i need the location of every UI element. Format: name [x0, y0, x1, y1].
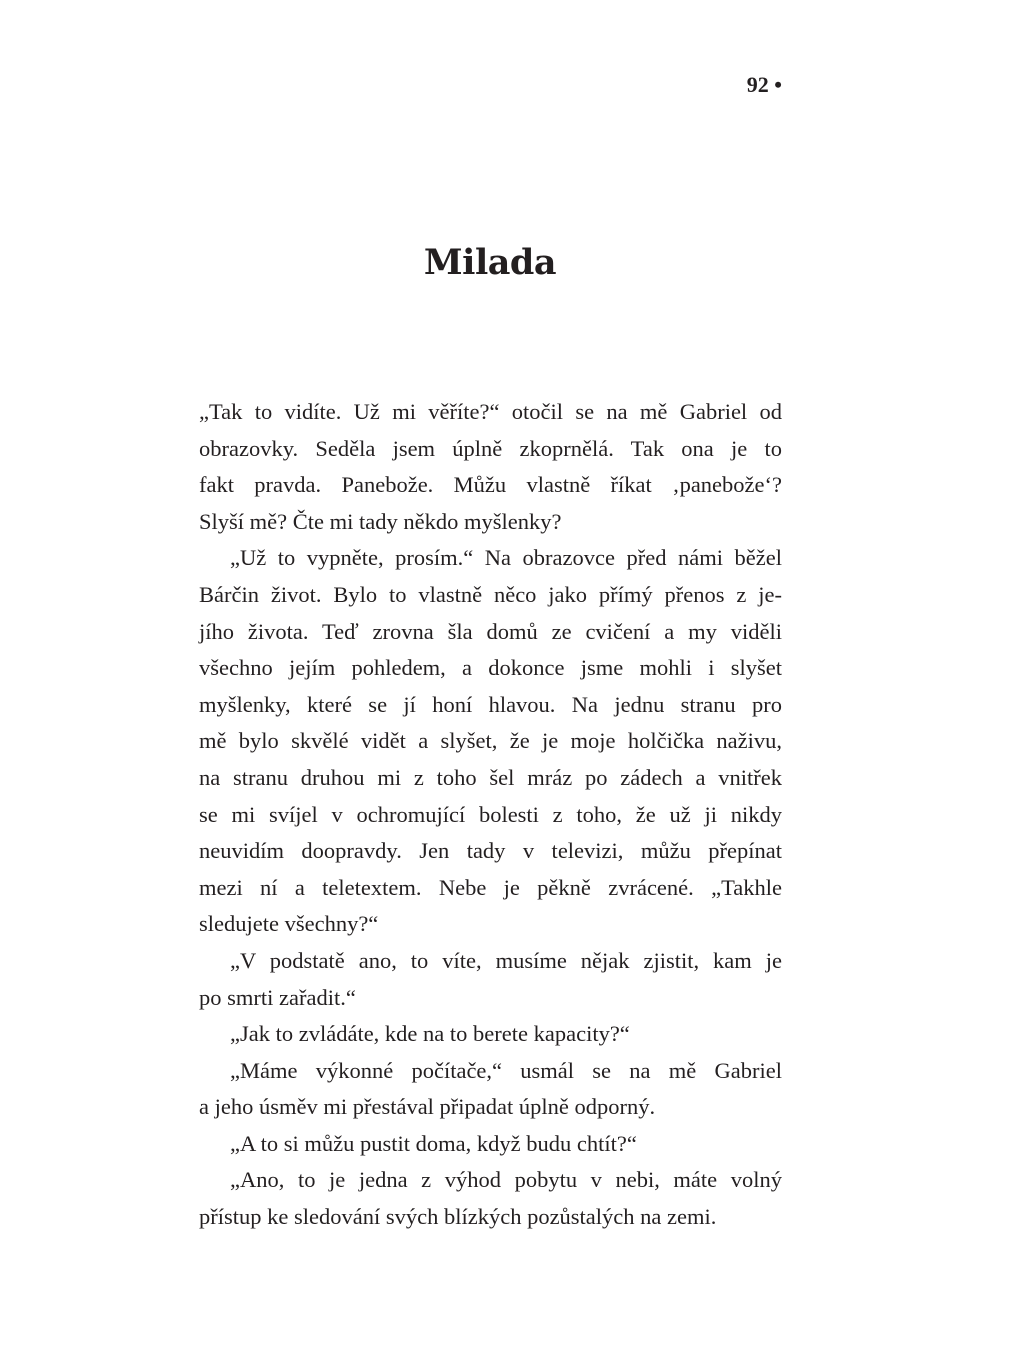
- text-line: mě bylo skvělé vidět a slyšet, že je moje holčička naživu,: [199, 728, 782, 754]
- text-line: „Už to vypněte, prosím.“ Na obrazovce před námi běžel: [230, 545, 782, 571]
- text-line: mezi ní a teletextem. Nebe je pěkně zvrácené. „Takhle: [199, 874, 782, 900]
- text-line: „Tak to vidíte. Už mi věříte?“ otočil se na mě Gabriel od: [199, 399, 782, 424]
- text-line: Bárčin život. Bylo to vlastně něco jako přímý přenos z je-: [199, 581, 782, 607]
- paragraph: [199, 1126, 782, 1163]
- text-line: Slyší mě? Čte mi tady někdo myšlenky?: [199, 508, 562, 534]
- text-line: „V podstatě ano, to víte, musíme nějak zjistit, kam je: [230, 947, 782, 973]
- text-line: fakt pravda. Panebože. Můžu vlastně říkat ‚panebože‘?: [199, 472, 782, 498]
- text-line: neuvidím doopravdy. Jen tady v televizi, můžu přepínat: [199, 838, 782, 864]
- page-number: 92 •: [746, 72, 782, 97]
- text-line: „A to si můžu pustit doma, když budu chtít?“: [230, 1130, 637, 1156]
- paragraph: [199, 394, 782, 540]
- text-line: sledujete všechny?“: [199, 911, 379, 937]
- text-line: na stranu druhou mi z toho šel mráz po zádech a vnitřek: [199, 764, 782, 790]
- text-line: se mi svíjel v ochromující bolesti z toho, že už ji nikdy: [199, 801, 782, 827]
- paragraph: [199, 540, 782, 943]
- text-line: a jeho úsměv mi přestával připadat úplně odporný.: [199, 1094, 656, 1120]
- text-line: myšlenky, které se jí honí hlavou. Na jednu stranu pro: [199, 691, 782, 717]
- paragraph: [199, 1162, 782, 1235]
- text-line: po smrti zařadit.“: [199, 984, 356, 1010]
- text-line: „Jak to zvládáte, kde na to berete kapacity?“: [230, 1021, 630, 1047]
- text-line: všechno jejím pohledem, a dokonce jsme mohli i slyšet: [199, 655, 782, 681]
- text-line: obrazovky. Seděla jsem úplně zkoprnělá. Tak ona je to: [199, 435, 782, 461]
- paragraph: [199, 1016, 782, 1053]
- text-line: jího života. Teď zrovna šla domů ze cvičení a my viděli: [199, 618, 782, 644]
- text-line: „Ano, to je jedna z výhod pobytu v nebi, máte volný: [230, 1167, 782, 1193]
- paragraph: [199, 1053, 782, 1126]
- paragraph: [199, 943, 782, 1016]
- text-line: přístup ke sledování svých blízkých pozůstalých na zemi.: [199, 1204, 717, 1230]
- text-line: „Máme výkonné počítače,“ usmál se na mě Gabriel: [230, 1057, 782, 1083]
- body-text: [199, 394, 782, 1236]
- chapter-title: Milada: [423, 242, 557, 283]
